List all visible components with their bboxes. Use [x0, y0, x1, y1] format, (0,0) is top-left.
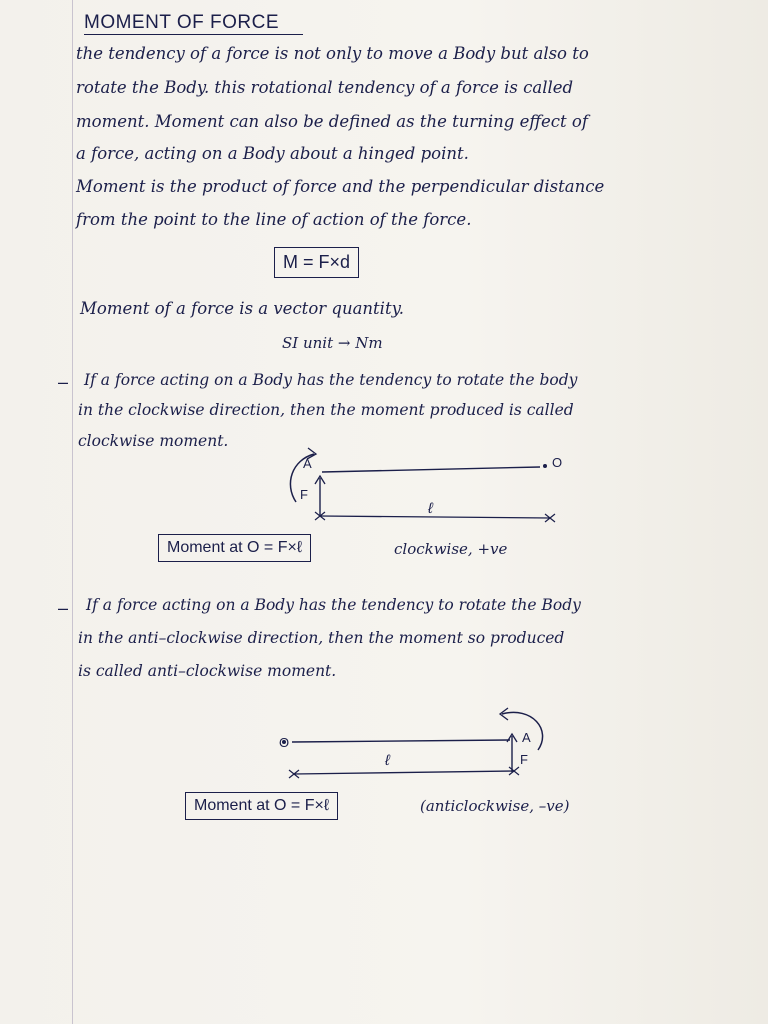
label-a: A — [522, 730, 531, 745]
rod-line — [322, 467, 540, 472]
vector-note: Moment of a force is a vector quantity. — [80, 299, 404, 318]
distance-line — [294, 771, 514, 774]
bullet-dash: – — [58, 372, 69, 392]
pivot-point-o — [543, 464, 547, 468]
anticlockwise-line: in the anti–clockwise direction, then the moment so produced — [78, 629, 565, 647]
rod-line — [292, 740, 510, 742]
label-f: F — [300, 487, 308, 502]
bullet-dash: – — [58, 598, 69, 618]
label-f: F — [520, 752, 528, 767]
label-o: O — [279, 735, 290, 750]
anticlockwise-line: is called anti–clockwise moment. — [78, 662, 337, 680]
margin-line — [72, 0, 73, 1024]
clockwise-line: in the clockwise direction, then the moment produced is called — [78, 401, 574, 419]
distance-line — [320, 516, 550, 518]
anticlockwise-diagram — [270, 700, 570, 790]
paragraph-line: the tendency of a force is not only to move a Body but also to — [76, 44, 589, 63]
clockwise-line: clockwise moment. — [78, 432, 229, 450]
page-title: MOMENT OF FORCE — [84, 12, 303, 35]
clockwise-note: clockwise, +ve — [394, 540, 508, 558]
label-l: ℓ — [385, 752, 390, 769]
paragraph-line: moment. Moment can also be defined as the turning effect of — [76, 112, 588, 131]
paragraph-line: Moment is the product of force and the perpendicular distance — [76, 177, 605, 196]
clockwise-moment-box: Moment at O = F×ℓ — [158, 534, 311, 562]
label-o: O — [552, 455, 563, 470]
paragraph-line: rotate the Body. this rotational tendency of a force is called — [76, 78, 574, 97]
si-unit: SI unit → Nm — [282, 334, 383, 352]
paragraph-line: a force, acting on a Body about a hinged point. — [76, 144, 469, 163]
anticlockwise-note: (anticlockwise, –ve) — [420, 797, 570, 815]
formula-box: M = F×d — [274, 247, 359, 278]
anticlockwise-line: If a force acting on a Body has the tendency to rotate the Body — [86, 596, 581, 614]
clockwise-line: If a force acting on a Body has the tendency to rotate the body — [84, 371, 578, 389]
anticlockwise-moment-box: Moment at O = F×ℓ — [185, 792, 338, 820]
label-l: ℓ — [428, 500, 433, 517]
paragraph-line: from the point to the line of action of the force. — [76, 210, 472, 229]
label-a: A — [303, 456, 312, 471]
